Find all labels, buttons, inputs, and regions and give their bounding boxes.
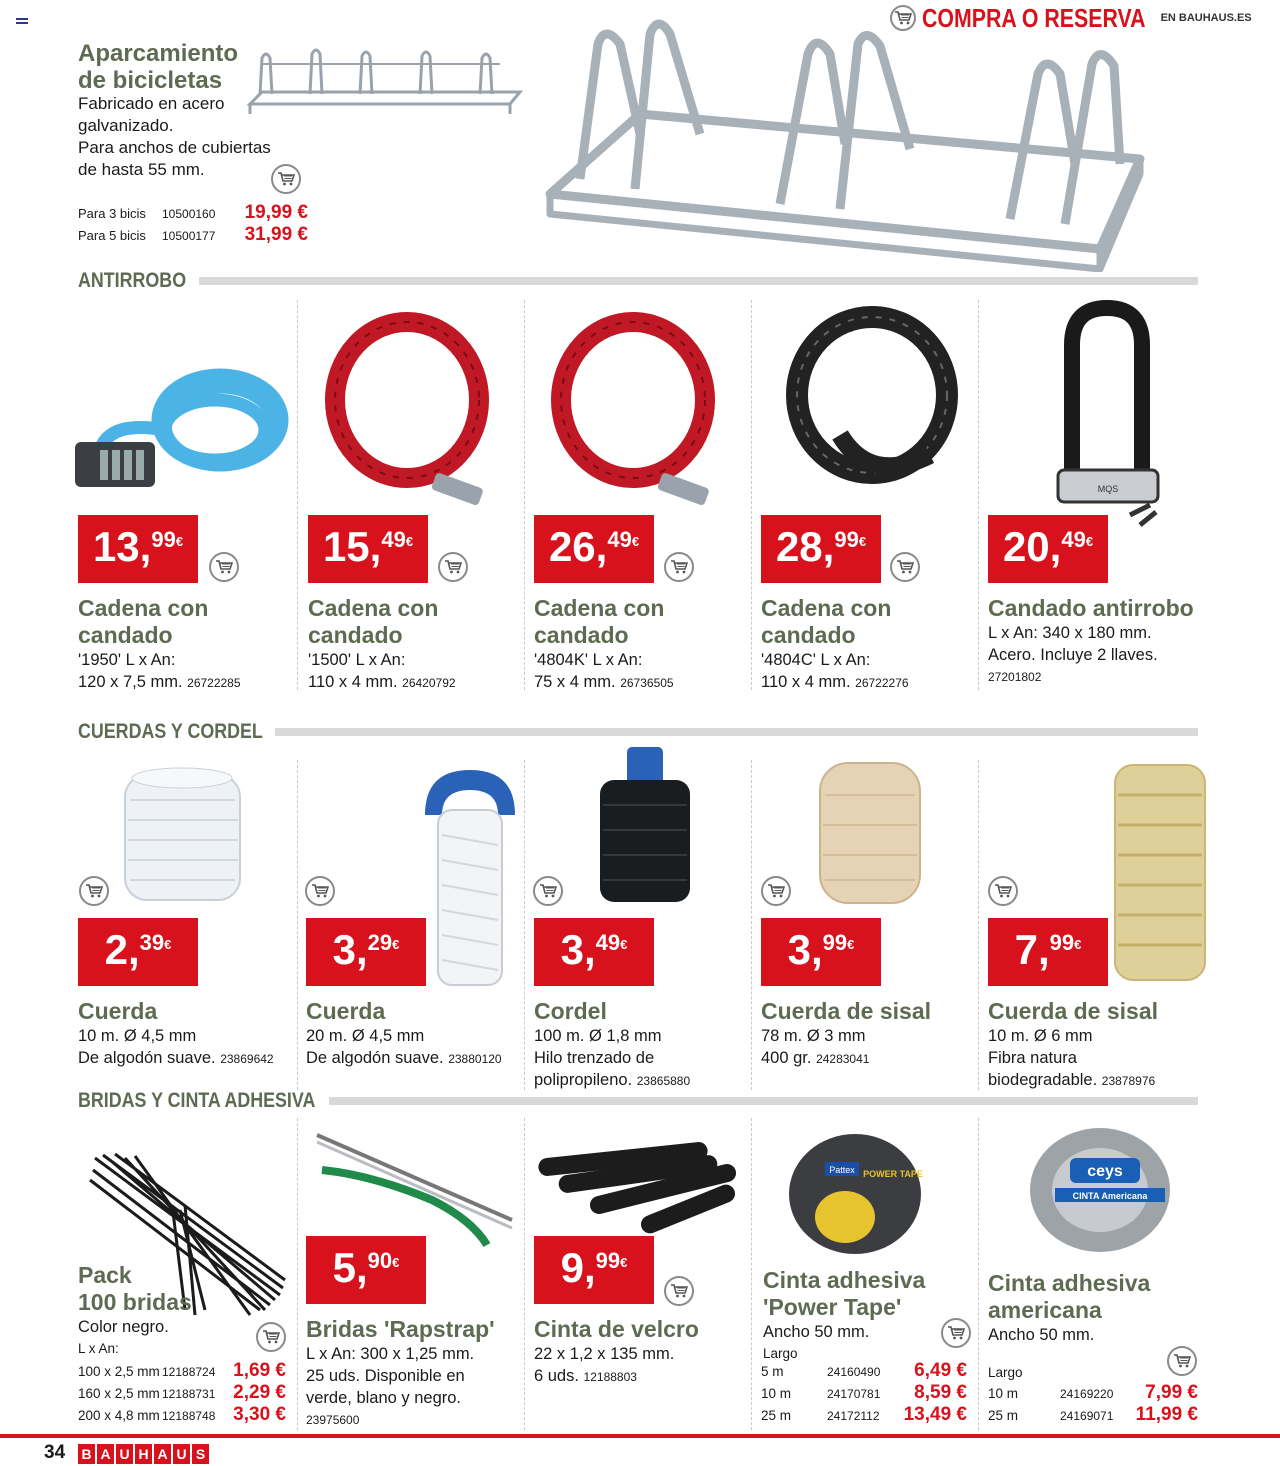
price-tag: 3, 99 € xyxy=(761,918,881,986)
cart-icon[interactable] xyxy=(438,552,468,582)
lock-brand-text: MQS xyxy=(1097,484,1119,494)
u-lock-image xyxy=(1050,300,1170,540)
cart-icon[interactable] xyxy=(664,552,694,582)
cta-title: COMPRA O RESERVA xyxy=(922,2,1146,33)
hero-price-row: Para 5 bicis 10500177 31,99 € xyxy=(78,224,308,245)
price-table xyxy=(988,1382,1198,1426)
product-info: Cinta adhesiva 'Power Tape' Ancho 50 mm. Largo xyxy=(763,1267,926,1361)
power-tape-image xyxy=(785,1122,925,1257)
product-info: Cinta adhesiva americana Ancho 50 mm. xyxy=(988,1270,1151,1344)
price-tag: 3, 29 € xyxy=(306,918,426,986)
ceys-label: ceys xyxy=(1087,1163,1123,1180)
price-row: 160 x 2,5 mm 12188731 2,29 € xyxy=(78,1382,286,1403)
sisal-spool-image xyxy=(815,755,925,910)
price-table xyxy=(761,1360,967,1426)
black-twine-spool-image xyxy=(595,745,695,905)
american-tape-image xyxy=(1025,1118,1175,1258)
product-info: Bridas 'Rapstrap' L x An: 300 x 1,25 mm. 25 uds. Disponible en verde, blano y negro. 23975600 xyxy=(306,1316,495,1427)
price-tag: 28, 99 € xyxy=(761,515,881,583)
ceys-sub-label: CINTA Americana xyxy=(1072,1191,1148,1201)
cart-icon[interactable] xyxy=(209,552,239,582)
product-info: Cadena con candado '1950' L x An: 120 x 7,5 mm. 26722285 xyxy=(78,595,241,691)
divider xyxy=(978,1118,979,1430)
divider xyxy=(297,300,298,690)
hero-title: Aparcamiento de bicicletas xyxy=(78,40,239,94)
price-row: 10 m 24170781 8,59 € xyxy=(761,1382,967,1403)
price-row: 25 m 24172112 13,49 € xyxy=(761,1404,967,1425)
sisal-rope-hank-image xyxy=(1110,755,1210,985)
product-info: Cuerda 10 m. Ø 4,5 mm De algodón suave. 23869642 xyxy=(78,998,274,1067)
blue-cable-lock-image xyxy=(70,350,290,500)
product-info: Cadena con candado '1500' L x An: 110 x 4 mm. 26420792 xyxy=(308,595,456,691)
power-tape-label: POWER TAPE xyxy=(863,1169,923,1179)
product-info: Cordel 100 m. Ø 1,8 mm Hilo trenzado de polipropileno. 23865880 xyxy=(534,998,691,1089)
price-row: 10 m 24169220 7,99 € xyxy=(988,1382,1198,1403)
pattex-label: Pattex xyxy=(829,1165,855,1175)
cart-icon[interactable] xyxy=(664,1276,694,1306)
price-tag: 15, 49 € xyxy=(308,515,428,583)
bauhaus-logo: B A U H A U S xyxy=(78,1444,209,1464)
divider xyxy=(978,760,979,1090)
bike-rack-image xyxy=(540,14,1170,272)
bike-rack-small-image xyxy=(240,44,525,124)
price-tag: 26, 49 € xyxy=(534,515,654,583)
price-row: 200 x 4,8 mm 12188748 3,30 € xyxy=(78,1404,286,1425)
divider xyxy=(751,760,752,1090)
price-tag: 9, 99 € xyxy=(534,1236,654,1304)
footer-rule xyxy=(0,1434,1280,1438)
product-info: Cadena con candado '4804K' L x An: 75 x 4 mm. 26736505 xyxy=(534,595,674,691)
cart-icon[interactable] xyxy=(271,164,301,194)
price-row: 5 m 24160490 6,49 € xyxy=(761,1360,967,1381)
price-tag: 20, 49 € xyxy=(988,515,1108,583)
product-info: Cuerda 20 m. Ø 4,5 mm De algodón suave. 23880120 xyxy=(306,998,502,1067)
product-info: Candado antirrobo L x An: 340 x 180 mm. Acero. Incluye 2 llaves. 27201802 xyxy=(988,595,1194,684)
hero-price-row: Para 3 bicis 10500160 19,99 € xyxy=(78,202,308,223)
hero-description: Fabricado en acero galvanizado. Para anchos de cubiertas de hasta 55 mm. xyxy=(78,94,271,179)
section-header-antirrobo: ANTIRROBO xyxy=(78,268,1198,294)
divider xyxy=(978,300,979,690)
velcro-straps-image xyxy=(538,1130,743,1240)
section-header-cuerdas: CUERDAS Y CORDEL xyxy=(78,719,1198,745)
white-rope-spool-image xyxy=(120,760,250,910)
price-tag: 3, 49 € xyxy=(534,918,654,986)
divider xyxy=(524,1118,525,1430)
price-row: 100 x 2,5 mm 12188724 1,69 € xyxy=(78,1360,286,1381)
price-tag: 2, 39 € xyxy=(78,918,198,986)
cart-icon[interactable] xyxy=(79,876,109,906)
divider xyxy=(751,300,752,690)
red-chain-lock-image xyxy=(548,310,728,510)
red-chain-lock-image xyxy=(322,310,502,510)
cart-icon[interactable] xyxy=(533,876,563,906)
product-info: Pack 100 bridas Color negro. L x An: xyxy=(78,1262,192,1356)
product-info: Cuerda de sisal 10 m. Ø 6 mm Fibra natura biodegradable. 23878976 xyxy=(988,998,1159,1089)
cart-icon[interactable] xyxy=(305,876,335,906)
cart-icon[interactable] xyxy=(890,552,920,582)
cart-icon[interactable] xyxy=(761,876,791,906)
price-row: 25 m 24169071 11,99 € xyxy=(988,1404,1198,1425)
divider xyxy=(524,760,525,1090)
brand-mark-icon xyxy=(16,18,28,26)
black-chain-lock-image xyxy=(780,305,970,505)
length-label: Largo xyxy=(988,1365,1023,1380)
price-tag: 13, 99 € xyxy=(78,515,198,583)
white-rope-hank-image xyxy=(420,765,520,990)
price-table xyxy=(78,1360,286,1426)
section-header-bridas: BRIDAS Y CINTA ADHESIVA xyxy=(78,1088,1198,1114)
cart-icon[interactable] xyxy=(1167,1346,1197,1376)
price-tag: 7, 99 € xyxy=(988,918,1108,986)
cta-subtitle: EN BAUHAUS.ES xyxy=(1160,12,1252,24)
product-info: Cuerda de sisal 78 m. Ø 3 mm 400 gr. 24283041 xyxy=(761,998,932,1067)
product-info: Cinta de velcro 22 x 1,2 x 135 mm. 6 uds. 12188803 xyxy=(534,1316,699,1385)
cart-icon[interactable] xyxy=(256,1322,286,1352)
divider xyxy=(297,760,298,1090)
divider xyxy=(524,300,525,690)
cart-icon[interactable] xyxy=(988,876,1018,906)
price-tag: 5, 90 € xyxy=(306,1236,426,1304)
page-number: 34 xyxy=(44,1442,66,1463)
divider xyxy=(751,1118,752,1430)
cart-icon[interactable] xyxy=(941,1318,971,1348)
product-info: Cadena con candado '4804C' L x An: 110 x 4 mm. 26722276 xyxy=(761,595,909,691)
rapstrap-ties-image xyxy=(312,1130,517,1250)
